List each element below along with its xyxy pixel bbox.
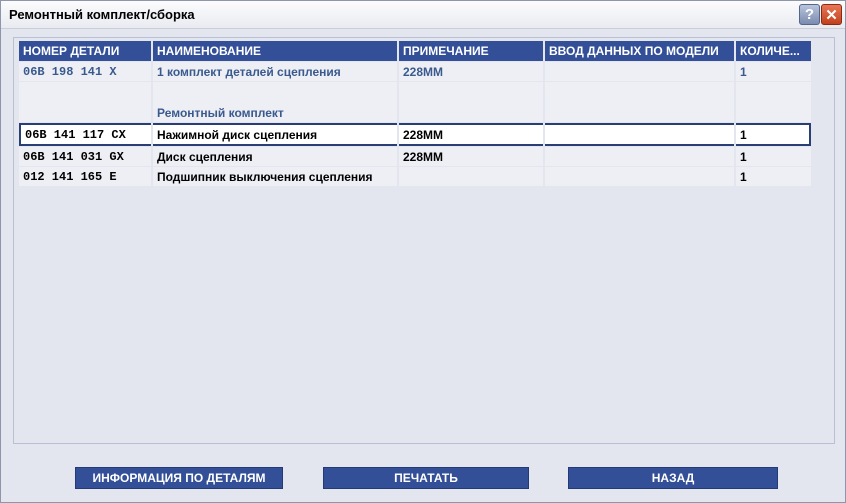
name-cell: 1 комплект деталей сцепления xyxy=(153,62,397,81)
table-row-selected[interactable] xyxy=(19,123,811,146)
part-info-button-label: ИНФОРМАЦИЯ ПО ДЕТАЛЯМ xyxy=(92,471,266,485)
model-data-cell xyxy=(545,147,734,166)
print-button-label: ПЕЧАТАТЬ xyxy=(394,471,458,485)
back-button-label: НАЗАД xyxy=(651,471,695,485)
header-model-data[interactable]: ВВОД ДАННЫХ ПО МОДЕЛИ xyxy=(545,41,734,61)
kit-row[interactable] xyxy=(19,62,811,81)
note-cell: 228MM xyxy=(399,147,543,166)
header-part-number[interactable]: НОМЕР ДЕТАЛИ xyxy=(19,41,151,61)
model-data-cell xyxy=(545,167,734,186)
empty-cell xyxy=(19,82,151,122)
sub-header-row xyxy=(19,82,811,122)
name-cell: Диск сцепления xyxy=(153,147,397,166)
name-cell: Нажимной диск сцепления xyxy=(153,123,397,146)
part-info-button[interactable] xyxy=(75,467,283,489)
help-icon: ? xyxy=(804,6,815,23)
empty-cell xyxy=(736,82,811,122)
help-button[interactable] xyxy=(799,4,820,25)
header-name[interactable]: НАИМЕНОВАНИЕ xyxy=(153,41,397,61)
part-number-cell: 06B 198 141 X xyxy=(19,62,151,81)
note-cell: 228MM xyxy=(399,123,543,146)
model-data-cell xyxy=(545,62,734,81)
part-number-cell: 06B 141 031 GX xyxy=(19,147,151,166)
repair-kit-label: Ремонтный комплект xyxy=(153,82,397,122)
title-bar[interactable] xyxy=(1,1,845,29)
parts-table-panel xyxy=(13,37,835,444)
table-row[interactable] xyxy=(19,147,811,166)
window-title: Ремонтный комплект/сборка xyxy=(9,7,195,22)
quantity-cell: 1 xyxy=(736,167,811,186)
header-note[interactable]: ПРИМЕЧАНИЕ xyxy=(399,41,543,61)
close-icon: ✕ xyxy=(825,6,838,24)
print-button[interactable] xyxy=(323,467,529,489)
quantity-cell: 1 xyxy=(736,147,811,166)
note-cell: 228MM xyxy=(399,62,543,81)
header-quantity[interactable]: КОЛИЧЕ... xyxy=(736,41,811,61)
table-row[interactable] xyxy=(19,167,811,186)
table-header-row xyxy=(19,41,811,61)
parts-table xyxy=(17,40,813,187)
quantity-cell: 1 xyxy=(736,62,811,81)
quantity-cell: 1 xyxy=(736,123,811,146)
name-cell: Подшипник выключения сцепления xyxy=(153,167,397,186)
back-button[interactable] xyxy=(568,467,778,489)
close-button[interactable] xyxy=(821,4,842,25)
part-number-cell: 012 141 165 E xyxy=(19,167,151,186)
part-number-cell: 06B 141 117 CX xyxy=(19,123,151,146)
empty-cell xyxy=(545,82,734,122)
note-cell xyxy=(399,167,543,186)
model-data-cell xyxy=(545,123,734,146)
empty-cell xyxy=(399,82,543,122)
